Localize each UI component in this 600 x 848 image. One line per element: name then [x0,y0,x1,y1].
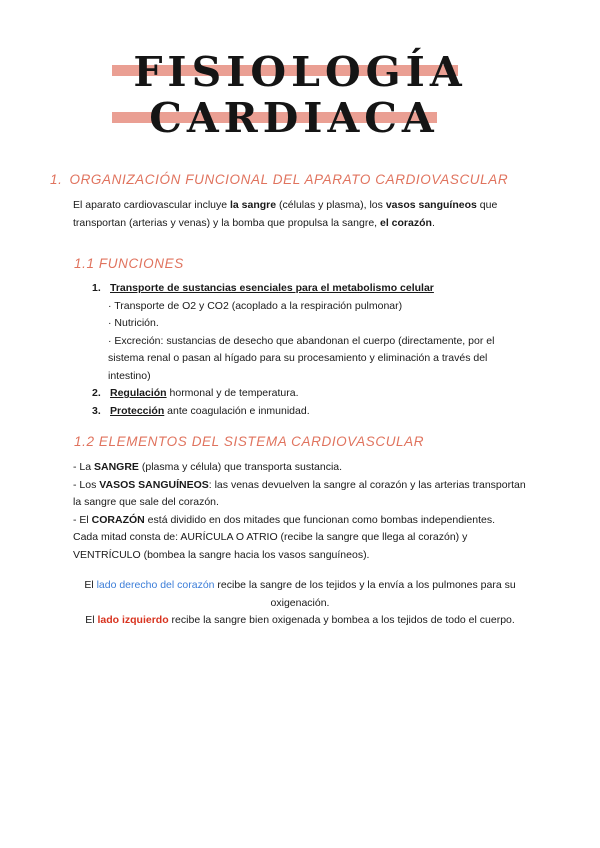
text-line: - Los VASOS SANGUÍNEOS: las venas devuelven la sangre al corazón y las arterias transportan [73,478,526,491]
title-line-2: CARDIACA [149,94,439,142]
title-line-1: FISIOLOGÍA [133,48,467,96]
list-subitem: · Nutrición. [108,317,159,329]
list-subitem: sistema renal o pasan al hígado para su procesamiento y eliminación a través del [108,352,488,364]
section-number: 1. [50,172,63,187]
list-item: 1. Transporte de sustancias esenciales para el metabolismo celular [92,282,434,294]
list-subitem: intestino) [108,369,151,382]
list-subitem: · Transporte de O2 y CO2 (acoplado a la respiración pulmonar) [108,299,403,312]
section-title: ORGANIZACIÓN FUNCIONAL DEL APARATO CARDIOVASCULAR [69,172,509,187]
functions-list [92,280,494,420]
text-line: Cada mitad consta de: AURÍCULA O ATRIO (recibe la sangre que llega al corazón) y [73,531,468,543]
text-line: la sangre que sale del corazón. [73,496,219,508]
heart-sides-paragraph [40,577,560,630]
title-block [0,48,600,148]
text-line: El lado derecho del corazón recibe la sangre de los tejidos y la envía a los pulmones para su [84,579,516,591]
intro-line-2: transportan (arterias y venas) y la bomba que propulsa la sangre, el corazón. [73,216,435,229]
text-line: oxigenación. [270,596,330,609]
intro-line-1: El aparato cardiovascular incluye la sangre (células y plasma), los vasos sanguíneos que [73,199,498,211]
subsection-heading-elementos: 1.2 ELEMENTOS DEL SISTEMA CARDIOVASCULAR [74,434,425,449]
text-line: - La SANGRE (plasma y célula) que transporta sustancia. [73,461,343,473]
subsection-heading-funciones: 1.1 FUNCIONES [74,256,184,271]
text-line: El lado izquierdo recibe la sangre bien oxigenada y bombea a los tejidos de todo el cuerpo. [85,614,515,626]
section-heading [50,172,508,187]
list-subitem: · Excreción: sustancias de desecho que abandonan el cuerpo (directamente, por el [108,334,495,347]
list-item: 2. Regulación hormonal y de temperatura. [92,387,299,399]
elements-paragraph [73,459,526,564]
list-item: 3. Protección ante coagulación e inmunidad. [92,404,310,417]
text-line: VENTRÍCULO (bombea la sangre hacia los vasos sanguíneos). [73,548,370,561]
text-line: - El CORAZÓN está dividido en dos mitades que funcionan como bombas independientes. [73,513,495,526]
intro-paragraph [73,197,497,232]
